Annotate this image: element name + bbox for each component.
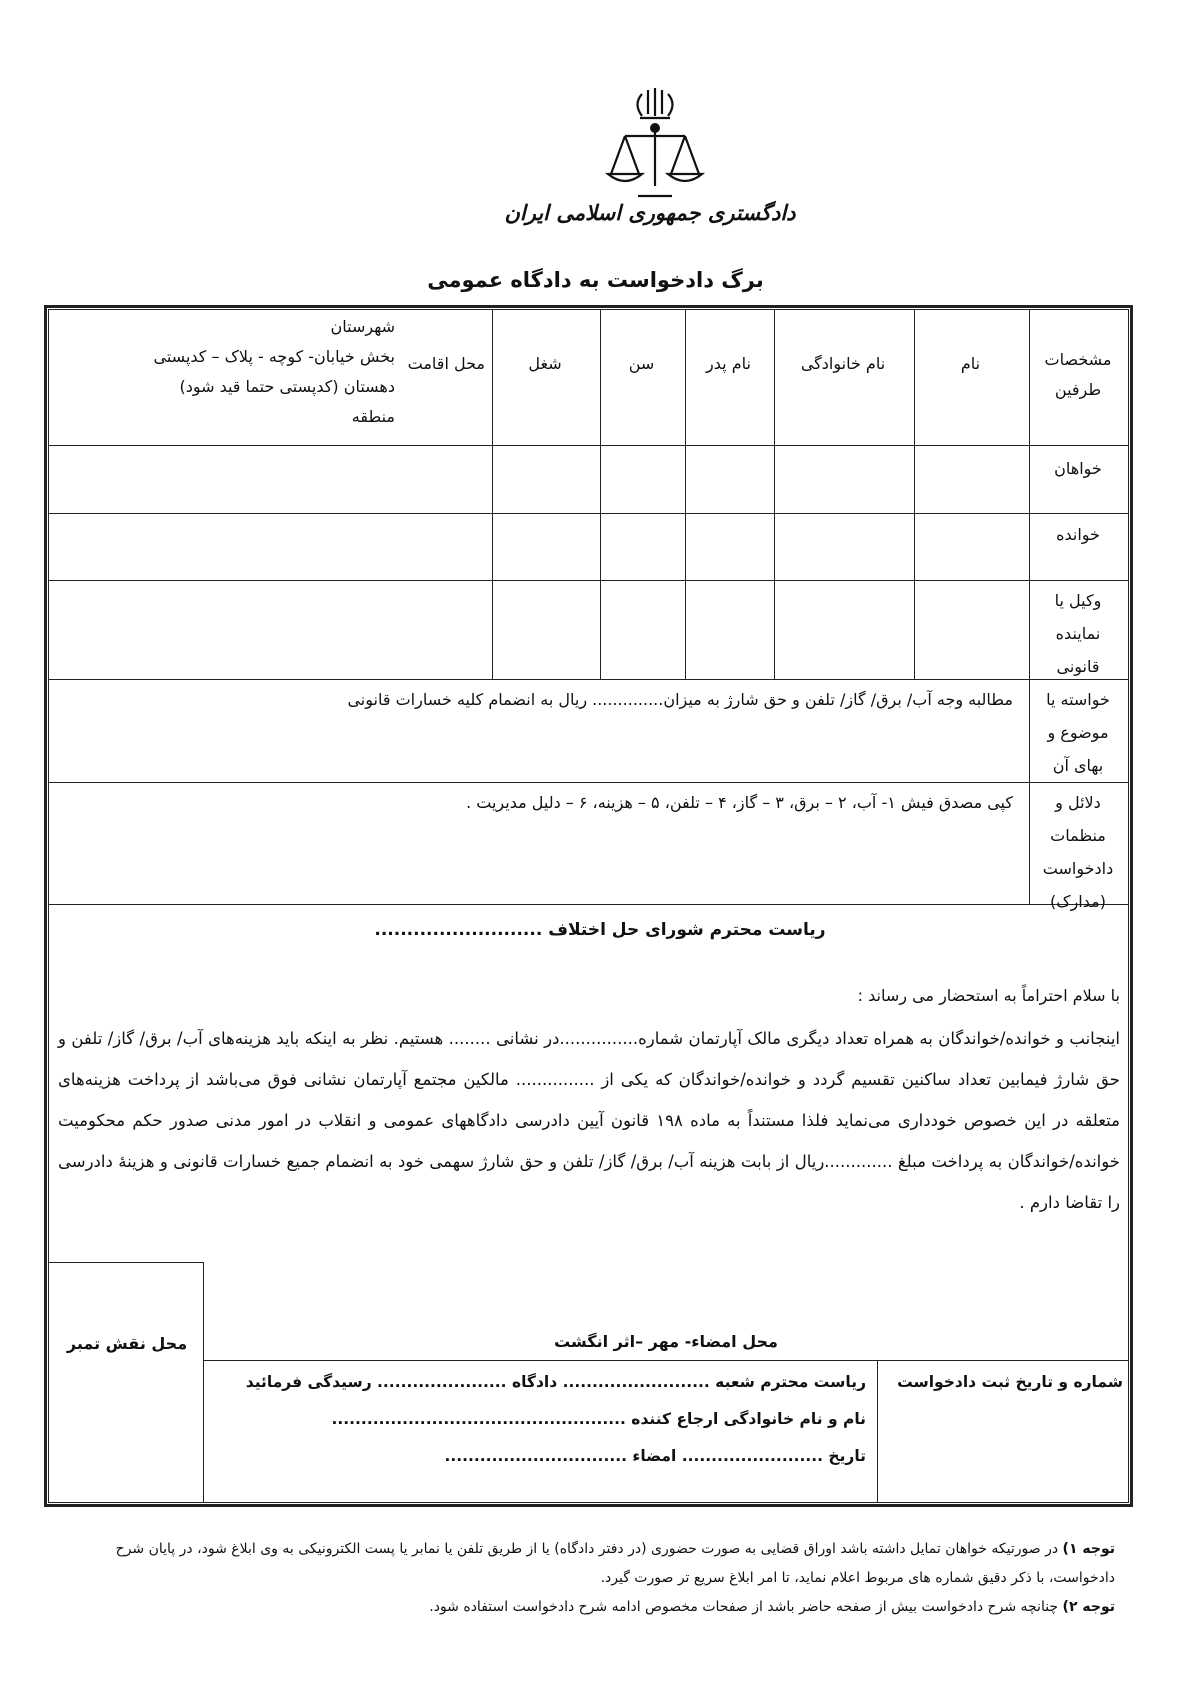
evidence-text: کپی مصدق فیش ۱- آب، ۲ – برق، ۳ – گاز، ۴ – تلفن، ۵ – هزینه، ۶ – دلیل مدیریت . — [466, 793, 1013, 812]
note-1 — [80, 1535, 1115, 1593]
note-1-text: در صورتیکه خواهان تمایل داشته باشد اوراق قضایی به صورت حضوری (در دفتر دادگاه) یا از طریق تلفن یا نمابر یا پست الکترونیکی به وی ابلاغ شود، در پایان شرح دادخواست، با ذکر دقیق شماره های مربوط اعلام نماید، تا امر ابلاغ سریع تر صورت گیرد. — [115, 1541, 1115, 1586]
residence-line-street: بخش خیابان- کوچه - پلاک – کدپستی — [153, 347, 395, 366]
row-attorney-line3: قانونی — [1056, 657, 1100, 676]
letter-greeting: با سلام احتراماً به استحضار می رساند : — [857, 986, 1120, 1005]
residence-line-city: شهرستان — [330, 317, 395, 336]
col-residence: محل اقامت — [407, 354, 485, 373]
col-father-name: نام پدر — [706, 354, 751, 373]
note-2-label: توجه ۲) — [1062, 1599, 1115, 1615]
evidence-label-line3: دادخواست — [1042, 859, 1114, 878]
row-attorney-line1: وکیل یا — [1054, 591, 1102, 610]
col-name: نام — [960, 354, 981, 373]
referral-line-branch: ریاست محترم شعبه ......................... دادگاه ...................... رسیدگی فرمائید — [245, 1373, 866, 1391]
row-attorney-line2: نماینده — [1055, 624, 1101, 643]
residence-line-village: دهستان (کدپستی حتما قید شود) — [179, 377, 395, 396]
claim-label-line2: موضوع و — [1047, 723, 1109, 742]
stamp-place: محل نقش تمبر — [66, 1334, 188, 1353]
judiciary-emblem-icon — [580, 86, 730, 204]
residence-detail — [55, 312, 395, 432]
residence-line-region: منطقه — [351, 407, 395, 426]
claim-text: مطالبه وجه آب/ برق/ گاز/ تلفن و حق شارژ به میزان.............. ریال به انضمام کلیه خسارات قانونی — [347, 690, 1013, 709]
footnotes — [80, 1535, 1115, 1622]
form-frame-inner — [48, 309, 1129, 1503]
claim-label-line1: خواسته یا — [1046, 690, 1110, 709]
signature-place: محل امضاء- مهر –اثر انگشت — [554, 1332, 778, 1351]
row-defendant: خوانده — [1056, 525, 1100, 544]
note-2 — [80, 1593, 1115, 1622]
col-parties: مشخصات طرفین — [1044, 350, 1112, 399]
referral-line-date: تاریخ ........................ امضاء ............................... — [444, 1447, 866, 1465]
referral-line-name: نام و نام خانوادگی ارجاع کننده .................................................. — [331, 1410, 866, 1428]
organization-name: دادگستری جمهوری اسلامی ایران — [504, 200, 796, 225]
claim-label — [1028, 683, 1128, 782]
letter-body: اینجانب و خوانده/خواندگان به همراه تعداد دیگری مالک آپارتمان شماره...............در نشانی ........ هستیم. نظر به اینکه باید هزینه‌های آب/ برق/ گاز/ تلفن و حق شارژ فیمابین تعداد ساکنین تقسیم گردد و خوانده/خواندگان که یکی از ............... مالکین مجتمع آپارتمان نشانی فوق می‌باشد از پرداخت هزینه‌های متعلقه در این خصوص خودداری می‌نماید فلذا مستنداً به ماده ۱۹۸ قانون آیین دادرسی دادگاههای عمومی و انقلاب در امور مدنی صدور حکم محکومیت خوانده/خواندگان به پرداخت مبلغ .............ریال از بابت هزینه آب/ برق/ گاز/ تلفن و حق شارژ سهمی خود به انضمام جمیع خسارات قانونی و هزینهٔ دادرسی را تقاضا دارم . — [58, 1029, 1120, 1212]
col-age: سن — [628, 354, 655, 373]
note-2-text: چنانچه شرح دادخواست بیش از صفحه حاضر باشد از صفحات مخصوص ادامه شرح دادخواست استفاده شود. — [429, 1599, 1063, 1615]
evidence-label — [1028, 786, 1128, 918]
claim-label-line3: بهای آن — [1052, 756, 1104, 775]
note-1-label: توجه ۱) — [1062, 1541, 1115, 1557]
row-plaintiff: خواهان — [1054, 459, 1102, 478]
form-title: برگ دادخواست به دادگاه عمومی — [427, 268, 764, 292]
evidence-label-line4: (مدارک) — [1050, 892, 1106, 911]
registration-label: شماره و تاریخ ثبت دادخواست — [897, 1373, 1123, 1391]
evidence-label-line2: منظمات — [1050, 826, 1106, 845]
col-job: شغل — [528, 354, 562, 373]
letter-addressee: ریاست محترم شورای حل اختلاف .......................... — [374, 920, 826, 940]
col-family-name: نام خانوادگی — [800, 354, 886, 373]
evidence-label-line1: دلائل و — [1055, 793, 1101, 812]
row-attorney — [1028, 584, 1128, 683]
